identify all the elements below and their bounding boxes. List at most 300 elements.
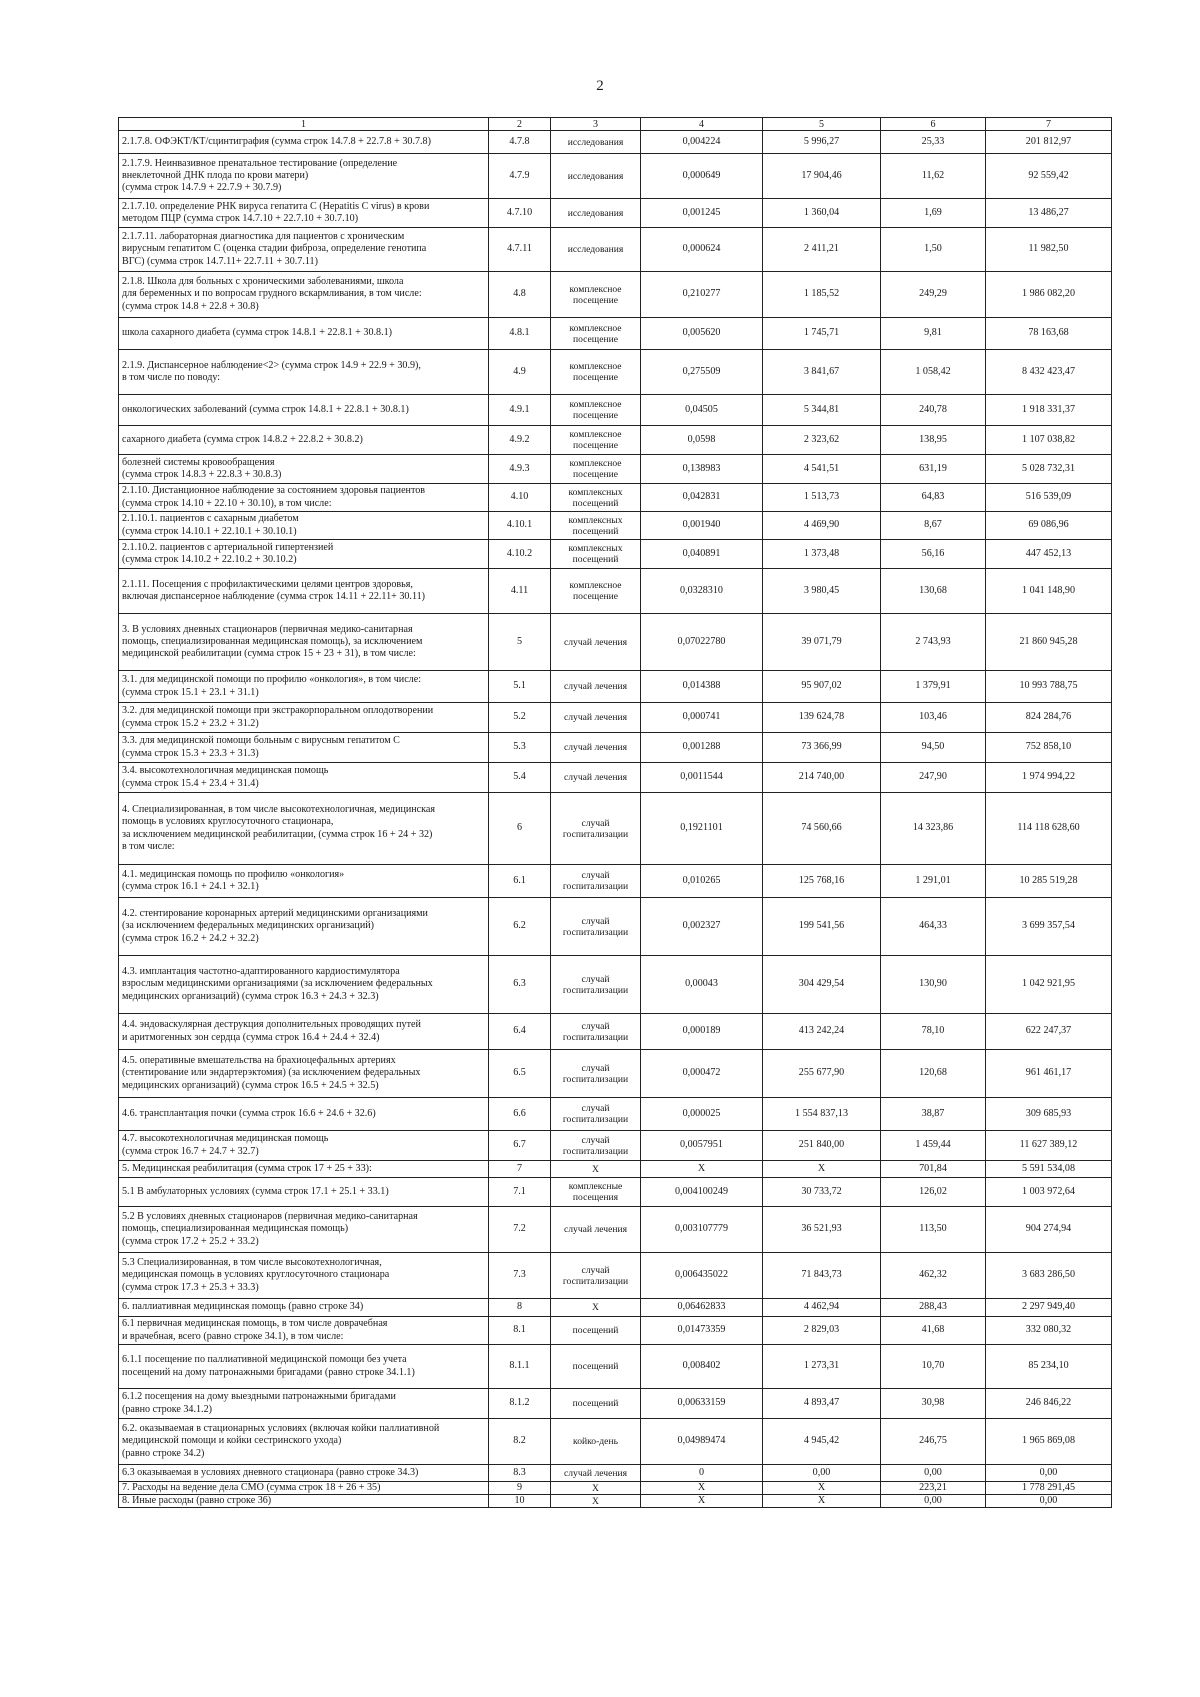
row-total-amount-text: 1 042 921,95 [1022, 978, 1075, 990]
row-per-capita-text: 11,62 [921, 169, 945, 181]
row-description-text: 2.1.7.9. Неинвазивное пренатальное тестирование (определение внеклеточной ДНК плода по крови матери) (сумма строк 14.7.9 + 22.7.9 + 30.7.9) [122, 157, 398, 194]
row-total-amount [986, 703, 1112, 733]
column-header-2: 2 [489, 118, 551, 131]
row-volume-norm-text: 0,001940 [682, 519, 721, 531]
row-cost-norm-text: 71 843,73 [801, 1269, 842, 1281]
row-description-text: 2.1.7.10. определение РНК вируса гепатита С (Hepatitis C virus) в крови методом ПЦР (сумма строк 14.7.10 + 22.7.10 + 30.7.10) [122, 200, 430, 224]
row-volume-norm-text: 0,07022780 [677, 635, 726, 647]
row-per-capita-text: 247,90 [919, 771, 947, 783]
row-cost-norm [763, 154, 881, 199]
row-number [489, 569, 551, 614]
row-cost-norm [763, 350, 881, 395]
column-header-4: 4 [641, 118, 763, 131]
row-description-text: 2.1.7.11. лабораторная диагностика для пациентов с хроническим вирусным гепатитом С (оценка стадии фиброза, определение генотипа ВГС) (сумма строк 14.7.11+ 22.7.11 + 30.7.11) [122, 231, 427, 267]
row-per-capita-text: 462,32 [919, 1269, 947, 1281]
row-description [119, 199, 489, 228]
row-total-amount [986, 614, 1112, 671]
row-cost-norm-text: 1 513,73 [803, 491, 840, 503]
row-total-amount [986, 1207, 1112, 1253]
row-total-amount [986, 793, 1112, 865]
row-volume-norm-text: 0,000472 [682, 1067, 721, 1079]
row-total-amount-text: 1 918 331,37 [1022, 403, 1075, 415]
row-volume-norm [641, 272, 763, 318]
row-description [119, 1178, 489, 1207]
row-number [489, 733, 551, 763]
row-number-text: 7.3 [513, 1269, 526, 1281]
row-unit [551, 956, 641, 1014]
row-cost-norm-text: 125 768,16 [798, 874, 845, 886]
row-total-amount-text: 1 974 994,22 [1022, 771, 1075, 783]
row-total-amount-text: 246 846,22 [1025, 1397, 1072, 1409]
row-description [119, 733, 489, 763]
row-unit [551, 898, 641, 956]
row-volume-norm-text: 0,004100249 [675, 1185, 728, 1197]
row-per-capita [881, 199, 986, 228]
row-total-amount-text: 5 591 534,08 [1022, 1162, 1075, 1174]
row-unit-text: X [592, 1482, 599, 1494]
row-description [119, 228, 489, 272]
row-volume-norm [641, 1014, 763, 1050]
row-volume-norm [641, 898, 763, 956]
row-number-text: 8.2 [513, 1435, 526, 1447]
table-row [119, 898, 1112, 956]
row-cost-norm-text: X [817, 1162, 826, 1174]
row-cost-norm-text: 2 323,62 [803, 433, 840, 445]
row-number-text: 4.8.1 [509, 327, 530, 339]
row-unit-text: случай лечения [563, 742, 628, 753]
row-description-text: 6.1.2 посещения на дому выездными патронажными бригадами (равно строке 34.1.2) [122, 1391, 396, 1415]
row-cost-norm-text: 30 733,72 [801, 1185, 842, 1197]
row-unit-text: случай госпитализации [562, 870, 629, 892]
row-unit [551, 131, 641, 154]
row-per-capita-text: 120,68 [919, 1067, 947, 1079]
row-per-capita-text: 64,83 [921, 491, 945, 503]
row-description [119, 1299, 489, 1317]
row-cost-norm [763, 512, 881, 540]
row-per-capita [881, 1131, 986, 1161]
row-description [119, 131, 489, 154]
row-description-text: 3.1. для медицинской помощи по профилю «онкология», в том числе: (сумма строк 15.1 + 23.1 + 31.1) [122, 674, 421, 698]
row-volume-norm [641, 318, 763, 350]
row-volume-norm-text: 0,000189 [682, 1025, 721, 1037]
table-row [119, 793, 1112, 865]
row-volume-norm-text: X [697, 1482, 706, 1493]
row-cost-norm [763, 671, 881, 703]
row-cost-norm [763, 1131, 881, 1161]
row-total-amount [986, 1482, 1112, 1495]
row-total-amount [986, 865, 1112, 898]
row-volume-norm-text: 0 [698, 1466, 705, 1478]
row-volume-norm-text: 0,0057951 [680, 1139, 723, 1151]
row-volume-norm-text: 0,000741 [682, 711, 721, 723]
row-total-amount-text: 8 432 423,47 [1022, 365, 1075, 377]
row-volume-norm-text: 0,04989474 [677, 1435, 726, 1447]
row-number [489, 865, 551, 898]
row-per-capita-text: 1 058,42 [915, 365, 951, 377]
row-description [119, 1465, 489, 1482]
row-per-capita [881, 455, 986, 484]
row-per-capita [881, 228, 986, 272]
row-cost-norm-text: 3 841,67 [803, 365, 840, 377]
row-description-text: онкологических заболеваний (сумма строк 14.8.1 + 22.8.1 + 30.8.1) [122, 403, 409, 415]
row-number-text: 8.1.1 [509, 1360, 530, 1372]
row-unit-text: комплексных посещений [568, 543, 623, 565]
row-number [489, 1131, 551, 1161]
row-total-amount-text: 961 461,17 [1025, 1067, 1072, 1079]
row-total-amount-text: 0,00 [1039, 1495, 1058, 1507]
column-header-6: 6 [881, 118, 986, 131]
row-unit-text: случай госпитализации [562, 817, 629, 840]
row-number [489, 395, 551, 426]
row-description-text: 2.1.9. Диспансерное наблюдение<2> (сумма строк 14.9 + 22.9 + 30.9), в том числе по поводу: [122, 359, 421, 383]
row-per-capita-text: 223,21 [919, 1482, 947, 1493]
row-description [119, 1207, 489, 1253]
row-per-capita-text: 113,50 [919, 1223, 947, 1235]
row-unit [551, 228, 641, 272]
column-header-5: 5 [763, 118, 881, 131]
row-unit [551, 484, 641, 512]
row-description-text: сахарного диабета (сумма строк 14.8.2 + 22.8.2 + 30.8.2) [122, 433, 363, 445]
row-number-text: 8.1 [513, 1324, 526, 1336]
row-cost-norm [763, 956, 881, 1014]
row-cost-norm-text: 74 560,66 [801, 822, 842, 834]
row-cost-norm-text: 255 677,90 [798, 1067, 845, 1079]
row-volume-norm-text: 0,006435022 [675, 1269, 728, 1281]
row-description [119, 865, 489, 898]
row-cost-norm [763, 1050, 881, 1098]
row-unit [551, 1253, 641, 1299]
row-unit-text: комплексные посещения [568, 1181, 623, 1203]
table-row [119, 272, 1112, 318]
row-number [489, 318, 551, 350]
row-description [119, 1345, 489, 1389]
row-unit-text: случай госпитализации [562, 973, 629, 996]
row-total-amount [986, 1317, 1112, 1345]
row-cost-norm [763, 455, 881, 484]
row-total-amount [986, 1389, 1112, 1419]
row-unit [551, 1014, 641, 1050]
row-unit [551, 199, 641, 228]
row-total-amount [986, 1465, 1112, 1482]
row-cost-norm [763, 865, 881, 898]
table-row [119, 1014, 1112, 1050]
table-row [119, 1482, 1112, 1495]
row-number-text: 5 [516, 635, 523, 647]
row-unit-text: случай лечения [563, 636, 628, 648]
row-per-capita [881, 484, 986, 512]
row-volume-norm-text: 0,0598 [687, 433, 716, 445]
row-volume-norm-text: 0,000649 [682, 169, 721, 181]
row-number-text: 6.3 [513, 978, 526, 990]
row-volume-norm-text: 0,001245 [682, 206, 721, 218]
table-row [119, 1317, 1112, 1345]
row-volume-norm [641, 1050, 763, 1098]
table-row [119, 1465, 1112, 1482]
row-cost-norm [763, 1207, 881, 1253]
row-cost-norm-text: 4 469,90 [803, 519, 840, 531]
row-number [489, 1345, 551, 1389]
row-total-amount-text: 824 284,76 [1025, 711, 1072, 723]
row-per-capita-text: 249,29 [919, 288, 947, 300]
table-row [119, 131, 1112, 154]
row-number [489, 898, 551, 956]
row-description-text: 3. В условиях дневных стационаров (первичная медико-санитарная помощь, специализированная медицинская помощь), за исключением медицинской реабилитации (сумма строк 15 + 23 + 31), в том числе: [122, 623, 423, 660]
row-per-capita-text: 1 459,44 [915, 1139, 951, 1151]
row-unit [551, 272, 641, 318]
row-total-amount [986, 569, 1112, 614]
row-per-capita-text: 1,69 [924, 206, 942, 218]
row-unit [551, 1098, 641, 1131]
table-row [119, 1161, 1112, 1178]
row-volume-norm [641, 350, 763, 395]
row-cost-norm-text: 1 360,04 [803, 206, 840, 218]
row-number-text: 4.7.8 [509, 135, 530, 147]
row-description-text: 2.1.7.8. ОФЭКТ/КТ/сцинтиграфия (сумма строк 14.7.8 + 22.7.8 + 30.7.8) [122, 135, 431, 147]
row-number-text: 6.1 [513, 874, 526, 886]
row-description [119, 1389, 489, 1419]
table-row [119, 395, 1112, 426]
row-total-amount-text: 21 860 945,28 [1019, 635, 1078, 647]
row-per-capita [881, 733, 986, 763]
row-cost-norm-text: 1 273,31 [803, 1360, 840, 1372]
row-number-text: 4.7.10 [506, 206, 533, 218]
table-row [119, 569, 1112, 614]
row-description-text: 6.1.1 посещение по паллиативной медицинской помощи без учета посещений на дому патронажными бригадами (равно строке 34.1.1) [122, 1354, 415, 1378]
row-volume-norm [641, 763, 763, 793]
row-total-amount [986, 540, 1112, 569]
row-total-amount-text: 1 003 972,64 [1022, 1185, 1075, 1197]
row-number [489, 350, 551, 395]
row-per-capita [881, 540, 986, 569]
row-description-text: болезней системы кровообращения (сумма строк 14.8.3 + 22.8.3 + 30.8.3) [122, 456, 282, 480]
row-cost-norm-text: 1 554 837,13 [795, 1107, 848, 1119]
row-number [489, 199, 551, 228]
row-per-capita [881, 1253, 986, 1299]
row-total-amount-text: 1 041 148,90 [1022, 584, 1075, 596]
row-description [119, 540, 489, 569]
row-total-amount-text: 1 107 038,82 [1022, 433, 1075, 445]
column-header-7: 7 [986, 118, 1112, 131]
row-cost-norm [763, 131, 881, 154]
row-number [489, 1317, 551, 1345]
row-unit-text: комплексное посещение [569, 458, 622, 480]
row-cost-norm [763, 1495, 881, 1508]
row-total-amount [986, 956, 1112, 1014]
row-volume-norm-text: X [697, 1162, 706, 1174]
row-per-capita [881, 272, 986, 318]
row-total-amount-text: 752 858,10 [1025, 741, 1072, 753]
row-unit-text: исследования [567, 136, 624, 148]
row-per-capita [881, 763, 986, 793]
row-cost-norm-text: 4 541,51 [803, 462, 840, 474]
row-volume-norm [641, 703, 763, 733]
row-volume-norm [641, 426, 763, 455]
row-unit-text: посещений [572, 1398, 619, 1409]
tariff-table [118, 117, 1112, 1508]
row-total-amount [986, 1253, 1112, 1299]
row-total-amount-text: 78 163,68 [1028, 327, 1069, 339]
row-volume-norm [641, 540, 763, 569]
row-total-amount [986, 455, 1112, 484]
row-total-amount [986, 131, 1112, 154]
row-per-capita-text: 138,95 [919, 433, 947, 445]
row-unit-text: случай госпитализации [562, 1134, 629, 1157]
row-unit [551, 1419, 641, 1465]
row-per-capita-text: 30,98 [921, 1397, 945, 1409]
table-row [119, 350, 1112, 395]
row-per-capita [881, 1161, 986, 1178]
row-unit [551, 614, 641, 671]
row-total-amount-text: 622 247,37 [1025, 1025, 1072, 1037]
row-description [119, 1482, 489, 1495]
row-volume-norm [641, 1131, 763, 1161]
row-description [119, 272, 489, 318]
row-per-capita-text: 0,00 [924, 1466, 942, 1478]
row-cost-norm-text: 4 945,42 [803, 1435, 840, 1447]
row-number-text: 8.1.2 [509, 1397, 530, 1409]
row-description [119, 1098, 489, 1131]
row-total-amount-text: 10 993 788,75 [1019, 680, 1078, 692]
row-volume-norm-text: 0,042831 [682, 491, 721, 503]
row-cost-norm [763, 1419, 881, 1465]
row-total-amount [986, 199, 1112, 228]
row-cost-norm-text: 304 429,54 [798, 978, 845, 990]
row-number-text: 6 [516, 822, 523, 834]
table-row [119, 318, 1112, 350]
row-number [489, 1389, 551, 1419]
table-row [119, 1207, 1112, 1253]
row-unit-text: случай лечения [563, 681, 628, 692]
row-per-capita [881, 1178, 986, 1207]
table-row [119, 154, 1112, 199]
row-unit-text: X [592, 1302, 599, 1313]
row-per-capita-text: 240,78 [919, 403, 947, 415]
row-unit [551, 1161, 641, 1178]
row-description-text: 4.3. имплантация частотно-адаптированного кардиостимулятора взрослым медицинскими организациями (за исключением федеральных медицинских организаций) (сумма строк 16.3 + 24.3 + 32.3) [122, 966, 433, 1002]
row-per-capita-text: 1 379,91 [915, 680, 951, 692]
table-row [119, 763, 1112, 793]
row-cost-norm [763, 1161, 881, 1178]
row-volume-norm-text: 0,002327 [682, 920, 721, 932]
row-volume-norm [641, 199, 763, 228]
row-per-capita-text: 38,87 [921, 1107, 945, 1119]
table-row [119, 865, 1112, 898]
row-volume-norm-text: 0,0328310 [680, 584, 723, 596]
row-cost-norm-text: 95 907,02 [801, 680, 842, 692]
row-number [489, 484, 551, 512]
row-number-text: 4.10.1 [506, 519, 533, 531]
row-description [119, 703, 489, 733]
row-number [489, 426, 551, 455]
row-cost-norm-text: 199 541,56 [798, 920, 845, 932]
row-total-amount-text: 3 683 286,50 [1022, 1269, 1075, 1281]
table-row [119, 1178, 1112, 1207]
row-description [119, 1317, 489, 1345]
row-unit [551, 1317, 641, 1345]
row-description [119, 1419, 489, 1465]
row-cost-norm [763, 540, 881, 569]
row-number [489, 763, 551, 793]
row-volume-norm [641, 1161, 763, 1178]
row-volume-norm [641, 1389, 763, 1419]
row-total-amount [986, 1050, 1112, 1098]
row-unit-text: комплексных посещений [568, 514, 623, 537]
row-unit-text: комплексное посещение [569, 429, 622, 451]
row-per-capita [881, 1299, 986, 1317]
row-unit [551, 1345, 641, 1389]
row-cost-norm-text: 413 242,24 [798, 1025, 845, 1037]
row-number-text: 4.7.11 [507, 243, 532, 255]
row-unit-text: исследования [567, 207, 624, 219]
row-total-amount [986, 1178, 1112, 1207]
row-cost-norm [763, 395, 881, 426]
row-per-capita-text: 56,16 [921, 547, 945, 559]
row-total-amount-text: 1 986 082,20 [1022, 288, 1075, 300]
row-cost-norm [763, 1253, 881, 1299]
row-description-text: 2.1.10.1. пациентов с сахарным диабетом (сумма строк 14.10.1 + 22.10.1 + 30.10.1) [122, 513, 299, 537]
row-per-capita [881, 793, 986, 865]
row-per-capita-text: 2 743,93 [915, 635, 951, 647]
table-row [119, 1345, 1112, 1389]
row-description [119, 614, 489, 671]
row-per-capita [881, 395, 986, 426]
row-cost-norm [763, 1098, 881, 1131]
row-volume-norm-text: 0,010265 [682, 874, 721, 886]
row-description [119, 1161, 489, 1178]
row-description-text: 6.3 оказываемая в условиях дневного стационара (равно строке 34.3) [122, 1466, 419, 1478]
row-cost-norm-text: 139 624,78 [798, 711, 845, 723]
row-volume-norm [641, 1495, 763, 1508]
row-number [489, 1253, 551, 1299]
row-total-amount-text: 13 486,27 [1028, 206, 1069, 218]
row-total-amount [986, 395, 1112, 426]
row-number [489, 1299, 551, 1317]
row-description [119, 1131, 489, 1161]
row-unit [551, 540, 641, 569]
row-cost-norm [763, 1014, 881, 1050]
row-total-amount [986, 1098, 1112, 1131]
row-total-amount-text: 5 028 732,31 [1022, 462, 1075, 474]
row-cost-norm-text: X [817, 1495, 826, 1507]
row-total-amount-text: 3 699 357,54 [1022, 920, 1075, 932]
row-volume-norm [641, 865, 763, 898]
row-cost-norm-text: 1 373,48 [803, 547, 840, 559]
table-row [119, 1419, 1112, 1465]
row-total-amount [986, 763, 1112, 793]
row-number [489, 1098, 551, 1131]
row-total-amount-text: 332 080,32 [1025, 1324, 1072, 1336]
row-unit-text: X [592, 1495, 599, 1507]
row-per-capita [881, 350, 986, 395]
row-number-text: 5.4 [513, 771, 526, 783]
table-row [119, 540, 1112, 569]
row-unit-text: комплексное посещение [569, 580, 622, 602]
row-cost-norm [763, 318, 881, 350]
row-volume-norm [641, 1098, 763, 1131]
row-description-text: 4.4. эндоваскулярная деструкция дополнительных проводящих путей и аритмогенных зон сердца (сумма строк 16.4 + 24.4 + 32.4) [122, 1019, 421, 1043]
row-per-capita [881, 1482, 986, 1495]
table-row [119, 484, 1112, 512]
row-unit-text: посещений [572, 1325, 619, 1336]
row-total-amount-text: 11 627 389,12 [1019, 1139, 1078, 1151]
row-total-amount-text: 516 539,09 [1025, 491, 1072, 503]
row-unit [551, 793, 641, 865]
row-description [119, 1253, 489, 1299]
row-total-amount [986, 350, 1112, 395]
row-number-text: 6.2 [513, 920, 526, 932]
row-cost-norm [763, 898, 881, 956]
row-per-capita [881, 1317, 986, 1345]
